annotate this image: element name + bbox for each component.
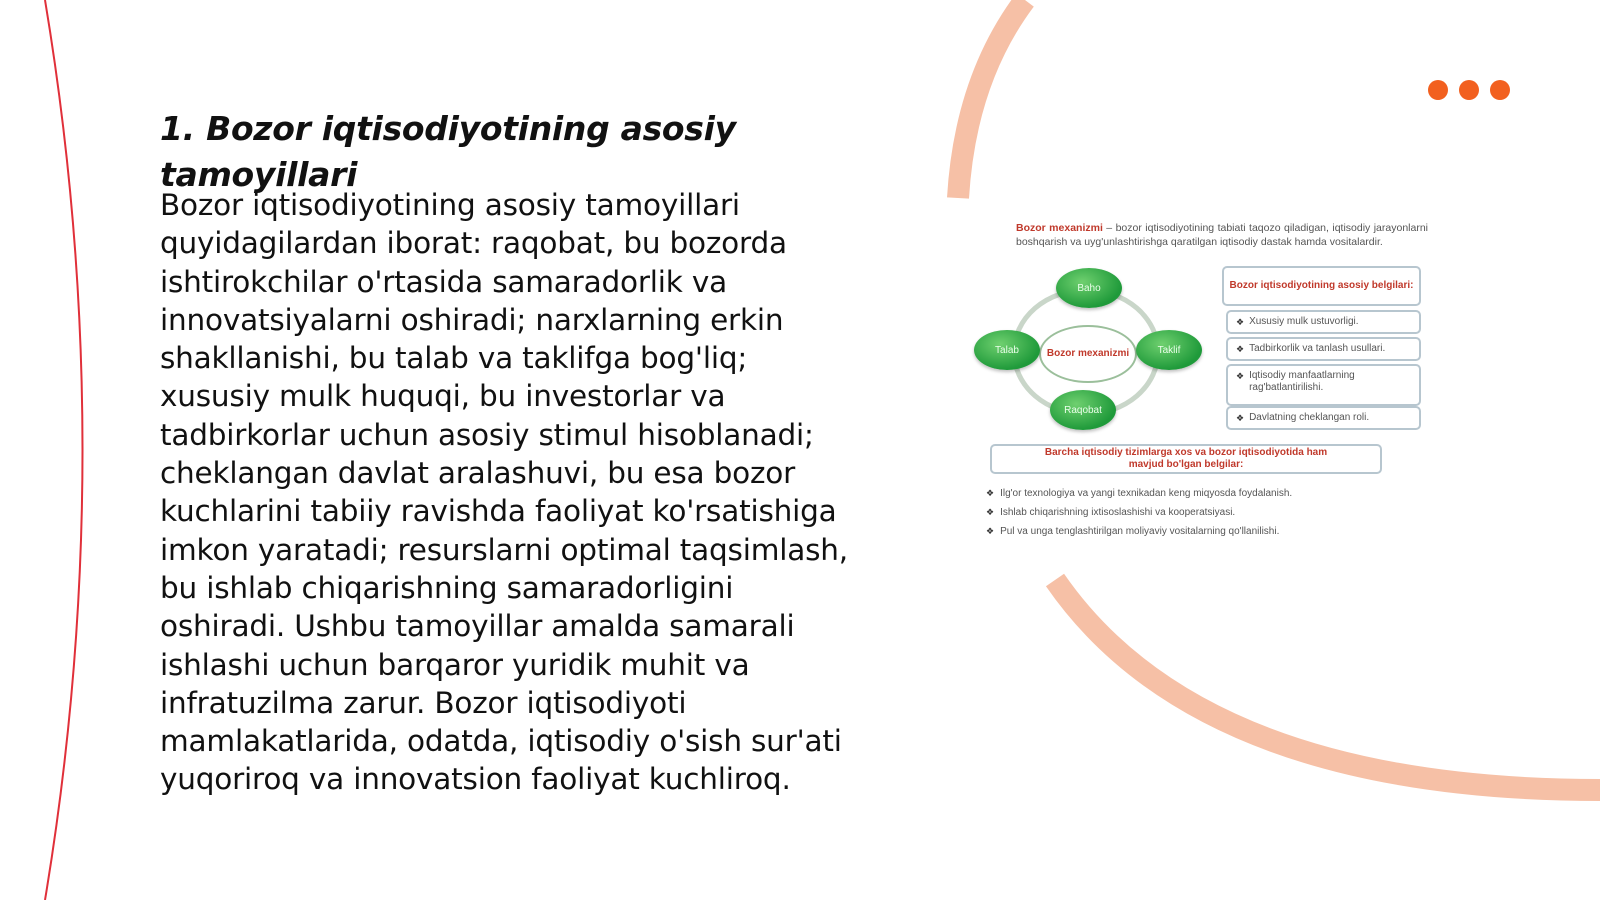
feature-item — [1226, 406, 1421, 430]
diamond-bullet-icon: ❖ — [1236, 317, 1245, 327]
diamond-bullet-icon: ❖ — [1236, 344, 1245, 354]
features-heading: Bozor iqtisodiyotining asosiy belgilari: — [1222, 266, 1421, 306]
cycle-node-top: Baho — [1056, 268, 1122, 308]
cycle-node-left: Talab — [974, 330, 1040, 370]
list-item-label: Ilg'or texnologiya va yangi texnikadan keng miqyosda foydalanish. — [1000, 488, 1293, 499]
feature-label: Tadbirkorlik va tanlash usullari. — [1249, 343, 1386, 354]
common-features-list — [986, 484, 1416, 541]
diamond-bullet-icon: ❖ — [986, 488, 995, 498]
slide-title: 1. Bozor iqtisodiyotining asosiy tamoyillari — [160, 109, 736, 194]
list-item — [986, 484, 1416, 503]
definition-term: Bozor mexanizmi — [1016, 222, 1103, 234]
definition-text: – bozor iqtisodiyotining tabiati taqozo qiladigan, iqtisodiy jarayonlarni boshqarish va uyg'unlashtirishga qaratilgan iqtisodiy dastak hamda vositalardir. — [1016, 222, 1429, 248]
left-red-curve — [45, 0, 83, 900]
slide-body-text: Bozor iqtisodiyotining asosiy tamoyillari quyidagilardan iborat: raqobat, bu bozorda ishtirokchilar o'rtasida samaradorlik va innovatsiyalarni oshiradi; narxlarning erkin shakllanishi, bu talab va taklifga bog'liq; xususiy mulk huquqi, bu investorlar va tadbirkorlar uchun asosiy stimul hisoblanadi; cheklangan davlat aralashuvi, bu esa bozor kuchlarini tabiiy ravishda faoliyat ko'rsatishiga imkon yaratadi; resurslarni optimal taqsimlash, bu ishlab chiqarishning samaradorligini oshiradi. Ushbu tamoyillar amalda samarali ishlashi uchun barqaror yuridik muhit va infratuzilma zarur. Bozor iqtisodiyoti mamlakatlarida, odatda, iqtisodiy o'sish sur'ati yuqoriroq va innovatsion faoliyat kuchliroq. — [160, 188, 848, 797]
diamond-bullet-icon: ❖ — [1236, 413, 1245, 423]
list-item — [986, 522, 1416, 541]
cycle-node-bottom: Raqobat — [1050, 390, 1116, 430]
dot-1 — [1428, 80, 1448, 100]
more-dots-icon — [1428, 80, 1510, 100]
dot-2 — [1459, 80, 1479, 100]
cycle-center-node: Bozor mexanizmi — [1039, 325, 1137, 383]
diamond-bullet-icon: ❖ — [1236, 371, 1245, 381]
feature-item — [1226, 310, 1421, 334]
list-item — [986, 503, 1416, 522]
dot-3 — [1490, 80, 1510, 100]
top-arc — [958, 0, 1025, 198]
feature-label: Xususiy mulk ustuvorligi. — [1249, 316, 1359, 327]
feature-item — [1226, 364, 1421, 406]
diamond-bullet-icon: ❖ — [986, 507, 995, 517]
market-mechanism-figure — [968, 212, 1428, 562]
feature-label: Iqtisodiy manfaatlarning rag'batlantirilishi. — [1249, 370, 1355, 393]
list-item-label: Pul va unga tenglashtirilgan moliyaviy vositalarning qo'llanilishi. — [1000, 526, 1280, 537]
common-features-heading: Barcha iqtisodiy tizimlarga xos va bozor iqtisodiyotida ham mavjud bo'lgan belgilar: — [990, 444, 1382, 474]
bottom-arc — [1055, 580, 1600, 790]
diamond-bullet-icon: ❖ — [986, 526, 995, 536]
feature-item — [1226, 337, 1421, 361]
list-item-label: Ishlab chiqarishning ixtisoslashishi va kooperatsiyasi. — [1000, 507, 1236, 518]
feature-label: Davlatning cheklangan roli. — [1249, 412, 1370, 423]
cycle-node-right: Taklif — [1136, 330, 1202, 370]
